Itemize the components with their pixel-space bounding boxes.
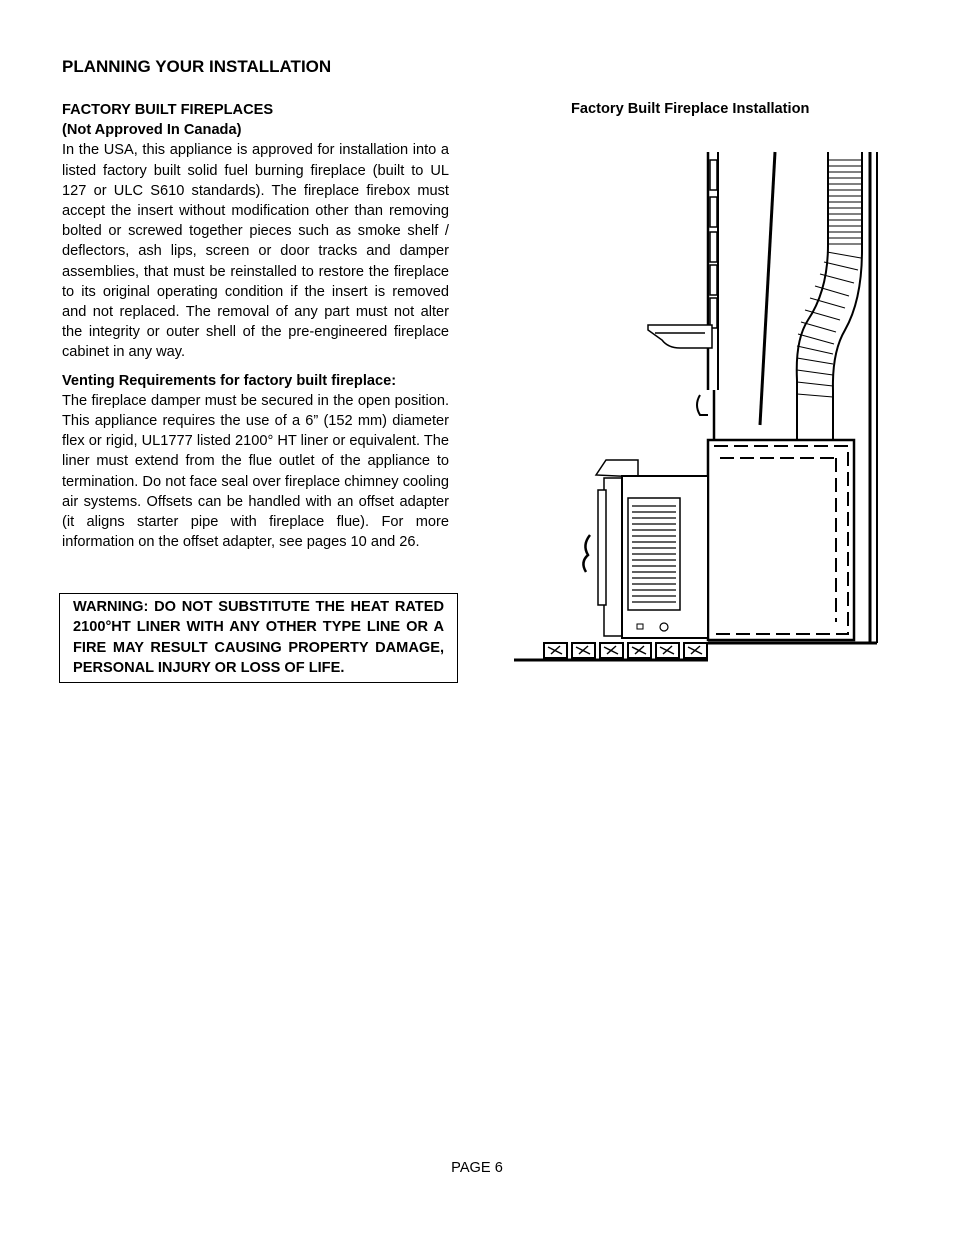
brick-facing xyxy=(708,152,718,390)
section-subheading: (Not Approved In Canada) xyxy=(62,122,242,139)
pellet-stove-insert xyxy=(583,460,708,638)
fireplace-installation-diagram xyxy=(510,145,890,670)
page-number: PAGE 6 xyxy=(451,1160,503,1176)
figure-caption: Factory Built Fireplace Installation xyxy=(571,101,810,117)
warning-text: WARNING: DO NOT SUBSTITUTE THE HEAT RATED 2100°HT LINER WITH ANY OTHER TYPE LINE OR A FIRE MAY RESULT CAUSING PROPERTY DAMAGE, PERSONAL INJURY OR LOSS OF LIFE. xyxy=(73,599,444,677)
warning-box xyxy=(59,593,458,683)
hearth-floor xyxy=(514,643,708,660)
mantel-shelf xyxy=(648,325,712,348)
page-title: PLANNING YOUR INSTALLATION xyxy=(62,57,332,76)
section-body: In the USA, this appliance is approved for installation into a listed factory built solid fuel burning fireplace (built to UL 127 or ULC S610 standards). The fireplace firebox must accept the insert without modification other than removing bolted or screwed together pieces such as smoke shelf / deflectors, ash lips, screen or door tracks and damper assemblies, that must be reinstalled to restore the fireplace to its original operating condition if the insert is removed and not replaced. The removal of any part must not alter the integrity or outer shell of the pre-engineered fireplace cabinet in any way. xyxy=(62,142,449,361)
venting-heading: Venting Requirements for factory built fireplace: xyxy=(62,372,397,389)
section-heading: FACTORY BUILT FIREPLACES xyxy=(62,102,274,118)
venting-body: The fireplace damper must be secured in the open position. This appliance requires the use of a 6” (152 mm) diameter flex or rigid, UL1777 listed 2100° HT liner or equivalent. The liner must extend from the flue outlet of the appliance to termination. Do not face seal over fireplace chimney cooling air systems. Offsets can be handled with an offset adapter (it aligns starter pipe with fireplace flue). For more information on the offset adapter, see pages 10 and 26. xyxy=(62,392,449,551)
factory-built-fireplaces-section xyxy=(62,100,449,552)
flex-liner xyxy=(797,152,862,440)
fireplace-cabinet xyxy=(708,440,854,640)
